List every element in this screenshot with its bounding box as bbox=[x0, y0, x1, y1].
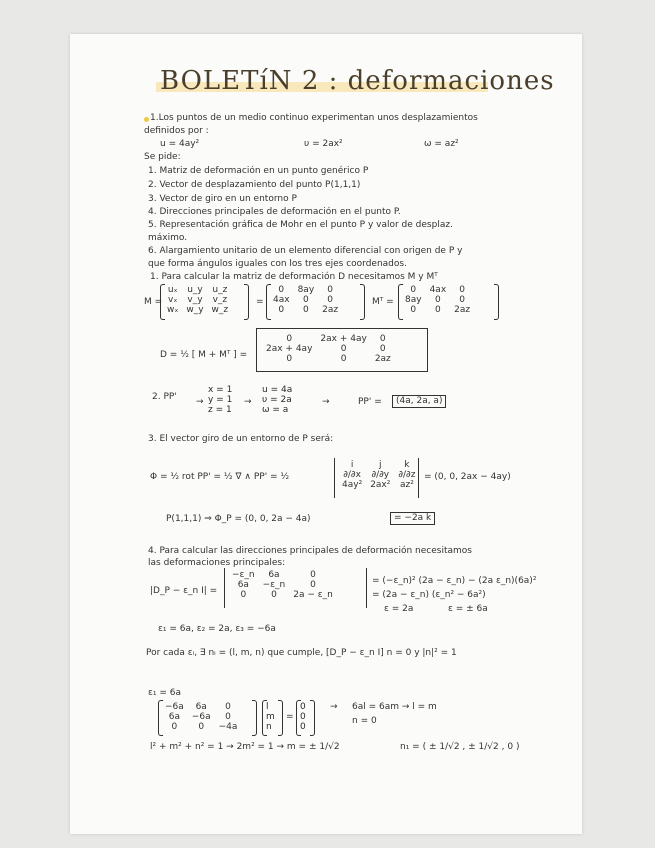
m-label: M = bbox=[144, 297, 163, 307]
bracket bbox=[252, 700, 257, 736]
s4-condition: Por cada εᵢ, ∃ nᵢ = (l, m, n) que cumple, [D_P − ε_n I] n = 0 y |n|² = 1 bbox=[146, 648, 457, 658]
s3-p-line: P(1,1,1) ⇒ Φ_P = (0, 0, 2a − 4a) bbox=[166, 514, 311, 524]
mt-label: Mᵀ = bbox=[372, 297, 394, 307]
det-bar bbox=[418, 458, 419, 498]
s4-vector-lmn: l m n bbox=[266, 702, 275, 732]
det-bar bbox=[366, 568, 367, 608]
det-bar bbox=[224, 568, 225, 608]
s3-eq: Φ = ½ rot PP' = ½ ∇ ∧ PP' = ½ bbox=[150, 472, 290, 482]
s4-exp1: = (−ε_n)² (2a − ε_n) − (2a ε_n)(6a)² bbox=[372, 576, 537, 586]
s4-norm: l² + m² + n² = 1 → 2m² = 1 → m = ± 1/√2 bbox=[150, 742, 340, 752]
s4-n1: n₁ = ( ± 1/√2 , ± 1/√2 , 0 ) bbox=[400, 742, 520, 752]
m-symbolic-matrix: uₓ u_y u_z vₓ v_y v_z wₓ w_y w_z bbox=[167, 285, 229, 315]
intro-u: u = 4ay² bbox=[160, 139, 200, 149]
d-matrix: 0 2ax + 4ay 0 2ax + 4ay 0 0 0 0 2az bbox=[266, 334, 391, 364]
intro-item: 5. Representación gráfica de Mohr en el punto P y valor de desplaz. bbox=[148, 220, 453, 230]
intro-line1: 1.Los puntos de un medio continuo experimentan unos desplazamientos bbox=[150, 113, 478, 123]
intro-item: 6. Alargamiento unitario de un elemento diferencial con origen de P y bbox=[148, 246, 463, 256]
s4-determinant: −ε_n 6a 0 6a −ε_n 0 0 0 2a − ε_n bbox=[232, 570, 333, 600]
bracket bbox=[244, 284, 249, 320]
s4-zero-vector: 0 0 0 bbox=[300, 702, 306, 732]
s4-det-label: |D_P − ε_n I| = bbox=[150, 586, 218, 596]
s1-heading: 1. Para calcular la matriz de deformación D necesitamos M y Mᵀ bbox=[150, 272, 438, 282]
s3-p-result: = −2a k bbox=[390, 512, 435, 525]
s3-det-result: = (0, 0, 2ax − 4ay) bbox=[424, 472, 511, 482]
arrow: → bbox=[196, 397, 204, 407]
s3-determinant: i j k ∂/∂x ∂/∂y ∂/∂z 4ay² 2ax² az² bbox=[342, 460, 416, 490]
arrow: → bbox=[330, 702, 338, 712]
s4-exp3b: ε = ± 6a bbox=[448, 604, 488, 614]
intro-line2: definidos por : bbox=[144, 126, 209, 136]
det-bar bbox=[334, 458, 335, 498]
s4-e1: ε₁ = 6a bbox=[148, 688, 181, 698]
bracket bbox=[278, 700, 283, 736]
s4-exp3a: ε = 2a bbox=[384, 604, 414, 614]
d-label: D = ½ [ M + Mᵀ ] = bbox=[160, 350, 248, 360]
s2-system-uvw: u = 4a υ = 2a ω = a bbox=[262, 385, 293, 415]
intro-pide: Se pide: bbox=[144, 152, 181, 162]
s4-exp2: = (2a − ε_n) (ε_n² − 6a²) bbox=[372, 590, 486, 600]
arrow: → bbox=[244, 397, 252, 407]
s4-r2: n = 0 bbox=[352, 716, 377, 726]
page-title: BOLETíN 2 : deformaciones bbox=[160, 66, 555, 96]
bracket bbox=[360, 284, 365, 320]
s2-label: 2. PP' bbox=[152, 392, 177, 402]
s2-result: (4a, 2a, a) bbox=[392, 395, 446, 408]
s3-heading: 3. El vector giro de un entorno de P será: bbox=[148, 434, 334, 444]
bracket bbox=[310, 700, 315, 736]
s4-heading1: 4. Para calcular las direcciones principales de deformación necesitamos bbox=[148, 546, 472, 556]
s4-heading2: las deformaciones principales: bbox=[148, 558, 286, 568]
s4-system-matrix: −6a 6a 0 6a −6a 0 0 0 −4a bbox=[165, 702, 238, 732]
equals-sign: = bbox=[286, 712, 294, 722]
mt-value-matrix: 0 4ax 0 8ay 0 0 0 0 2az bbox=[405, 285, 471, 315]
intro-item: máximo. bbox=[148, 233, 188, 243]
intro-w: ω = az² bbox=[424, 139, 459, 149]
intro-item: 2. Vector de desplazamiento del punto P(1,1,1) bbox=[148, 180, 361, 190]
s4-eigenvalues: ε₁ = 6a, ε₂ = 2a, ε₃ = −6a bbox=[158, 624, 276, 634]
s2-system-xyz: x = 1 y = 1 z = 1 bbox=[208, 385, 233, 415]
s2-result-label: PP' = bbox=[358, 397, 382, 407]
intro-item: 4. Direcciones principales de deformación en el punto P. bbox=[148, 207, 401, 217]
bullet-dot bbox=[144, 117, 149, 122]
arrow: → bbox=[322, 397, 330, 407]
intro-item: 1. Matriz de deformación en un punto genérico P bbox=[148, 166, 369, 176]
intro-item: que forma ángulos iguales con los tres ejes coordenados. bbox=[148, 259, 407, 269]
m-value-matrix: 0 8ay 0 4ax 0 0 0 0 2az bbox=[273, 285, 339, 315]
intro-v: υ = 2ax² bbox=[304, 139, 343, 149]
equals-sign: = bbox=[256, 297, 264, 307]
s4-r1: 6al = 6am → l = m bbox=[352, 702, 437, 712]
bracket bbox=[494, 284, 499, 320]
intro-item: 3. Vector de giro en un entorno P bbox=[148, 194, 297, 204]
